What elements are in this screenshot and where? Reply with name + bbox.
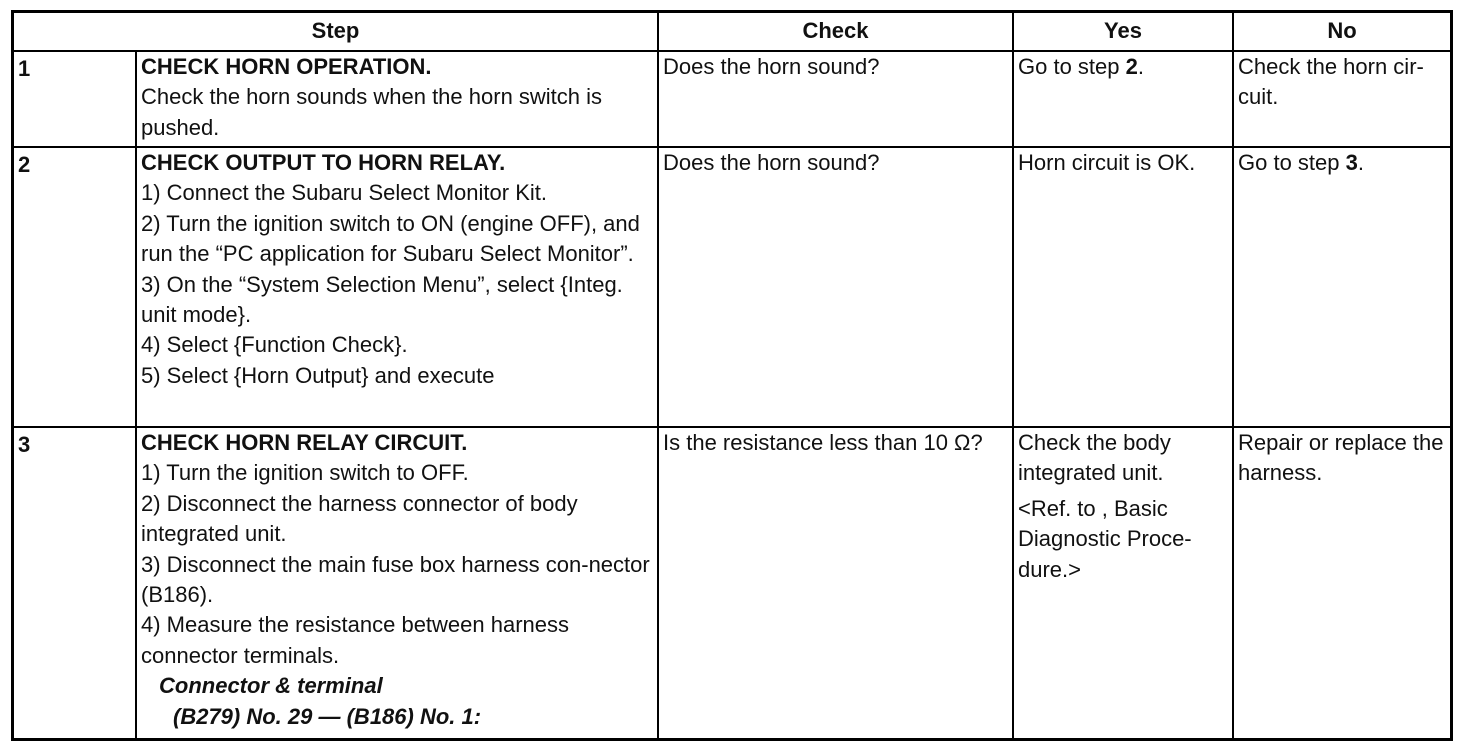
table-row <box>14 51 1450 147</box>
no-step-link[interactable]: 3 <box>1345 150 1358 175</box>
step-title: CHECK OUTPUT TO HORN RELAY. <box>141 150 506 175</box>
yes-suffix: . <box>1137 54 1144 79</box>
no-suffix: . <box>1357 150 1364 175</box>
no-cell <box>1233 147 1450 427</box>
yes-text: Go to step <box>1018 54 1126 79</box>
header-check: Check <box>658 13 1013 51</box>
diagnostic-table <box>14 13 1450 738</box>
header-step: Step <box>14 13 658 51</box>
check-cell: Does the horn sound? <box>658 147 1013 427</box>
no-cell: Check the horn cir-cuit. <box>1233 51 1450 147</box>
step-description <box>136 147 658 427</box>
step-title: CHECK HORN RELAY CIRCUIT. <box>141 430 468 455</box>
step-number: 3 <box>14 427 136 738</box>
step-instruction: 5) Select {Horn Output} and execute <box>141 362 495 388</box>
check-cell: Is the resistance less than 10 Ω? <box>658 427 1013 738</box>
table-row <box>14 427 1450 738</box>
step-instruction: 3) On the “System Selection Menu”, select {Integ. unit mode}. <box>141 271 623 328</box>
step-number: 1 <box>14 51 136 147</box>
step-instruction: 2) Turn the ignition switch to ON (engine OFF), and run the “PC application for Subaru Select Monitor”. <box>141 210 640 267</box>
step-description <box>136 51 658 147</box>
step-instruction: 4) Select {Function Check}. <box>141 332 408 358</box>
step-description <box>136 427 658 738</box>
no-cell: Repair or replace the harness. <box>1233 427 1450 738</box>
yes-cell: Horn circuit is OK. <box>1013 147 1233 427</box>
no-text: Go to step <box>1238 150 1346 175</box>
step-instruction: 1) Turn the ignition switch to OFF. <box>141 460 469 486</box>
header-no: No <box>1233 13 1450 51</box>
header-yes: Yes <box>1013 13 1233 51</box>
step-instruction: 3) Disconnect the main fuse box harness con-nector (B186). <box>141 551 650 608</box>
step-instruction: 2) Disconnect the harness connector of body integrated unit. <box>141 490 578 547</box>
step-instruction: 4) Measure the resistance between harness connector terminals. <box>141 612 570 668</box>
step-title: CHECK HORN OPERATION. <box>141 54 432 79</box>
yes-cell <box>1013 51 1233 147</box>
diagnostic-table-frame <box>11 10 1453 741</box>
step-number: 2 <box>14 147 136 427</box>
table-row <box>14 147 1450 427</box>
table-header-row <box>14 13 1450 51</box>
yes-step-link[interactable]: 2 <box>1125 54 1138 79</box>
reference-link[interactable]: <Ref. to , Basic Diagnostic Proce-dure.> <box>1018 495 1192 582</box>
yes-text: Check the body integrated unit. <box>1018 430 1171 486</box>
check-cell: Does the horn sound? <box>658 51 1013 147</box>
step-instruction: 1) Connect the Subaru Select Monitor Kit. <box>141 180 547 206</box>
connector-label: Connector & terminal <box>159 673 383 699</box>
step-instruction: Check the horn sounds when the horn switch is pushed. <box>141 84 603 140</box>
yes-cell <box>1013 427 1233 738</box>
connector-terminals: (B279) No. 29 — (B186) No. 1: <box>173 703 482 729</box>
